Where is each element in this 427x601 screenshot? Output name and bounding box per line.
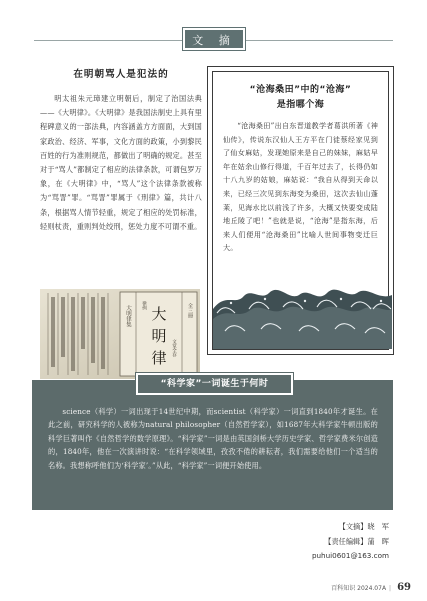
section-tag: 文 摘: [183, 28, 245, 50]
right-article-title: [213, 83, 388, 113]
science-section-title: “科学家”一词诞生于何时: [136, 373, 293, 395]
page-footer: [331, 582, 411, 593]
left-article-body: 明太祖朱元璋建立明朝后，制定了治国法典——《大明律》。《大明律》是我国法制史上具有里程碑意义的一部法典，内容涵盖方方面面，大到国家政治、经济、军事，文化方面的政策，小到黎民百姓的行为准则规范，都做出了明确的规定。甚至对于“骂人”都制定了相应的法律条款，可谓包罗万象，在《大明律》中，“骂人”这个法律条款被称为“骂詈”罪。“骂詈”罪属于《刑律》篇，共计八条，根据骂人情节轻重，规定了相应的处罚标准，轻则杖责，重则判处绞刑，惩处力度不可谓不重。: [40, 94, 202, 231]
credits: [229, 520, 389, 564]
photo-side-text-3: 文堂全存: [171, 339, 177, 357]
credit-editor-abstract: 【文摘】晓 军: [338, 522, 389, 531]
right-article-title-line2: 是指哪个海: [276, 100, 325, 110]
photo-side-text-1: 大明律集: [125, 305, 131, 327]
ocean-waves-illustration: [213, 279, 392, 349]
publication-name: 百科知识 2024.07A: [331, 585, 387, 592]
page-number: 69: [397, 582, 411, 593]
left-article: [40, 66, 202, 234]
photo-side-text-2: 全三冊: [187, 303, 193, 318]
photo-big-title-1: 大: [151, 305, 167, 323]
da-ming-lv-book-photo: [40, 289, 200, 379]
credit-responsible-editor: 【责任编辑】蒲 晖: [324, 536, 389, 546]
right-article-box: [207, 66, 394, 355]
footer-separator: |: [389, 585, 392, 592]
right-article-title-line1: “沧海桑田”中的“沧海”: [249, 85, 352, 95]
right-article-inner-frame: [212, 71, 389, 350]
right-article-body: “沧海桑田”出自东晋道教学者葛洪所著《神仙传》，传说东汉仙人王方平在门徒蔡经家见到了仙女麻姑，发现她原来是自己的妹妹，麻姑早年在姑余山修行得道，千百年过去了，长得仍如十八九岁的姑娘，麻姑说：“我自从得到天命以来，已经三次见到东海变为桑田，这次去仙山蓬莱，见海水比以前浅了许多，大概又快要变成陆地丘陵了吧！”也就是说，“沧海”是指东海，后来人们便用“沧海桑田”比喻人世间事物变迁巨大。: [223, 121, 378, 253]
credit-email: puhui0601@163.com: [311, 551, 389, 560]
book-photo-illustration: [40, 289, 200, 379]
photo-side-text-4: 律例: [141, 301, 147, 310]
photo-big-title-2: 明: [151, 327, 167, 345]
science-section-body: science（科学）一词出现于14世纪中期，而scientist（科学家）一词直到1840年才诞生。在此之前，研究科学的人被称为natural philosopher（自然哲学家），如1687年大科学家牛顿出版的科学巨著叫作《自然哲学的数学原理》。“科学家”一词是由英国剑桥大学历史学家、哲学家费米尔创造的，1840年，他在一次演讲时说：“在科学领域里，孜孜不倦的耕耘者，我们需要给他们一个适当的名称。我想称呼他们为‘科学家’。”从此，“科学家”一词便开始使用。: [48, 407, 378, 470]
left-article-title: 在明朝骂人是犯法的: [73, 69, 169, 80]
photo-big-title-3: 律: [151, 349, 167, 367]
